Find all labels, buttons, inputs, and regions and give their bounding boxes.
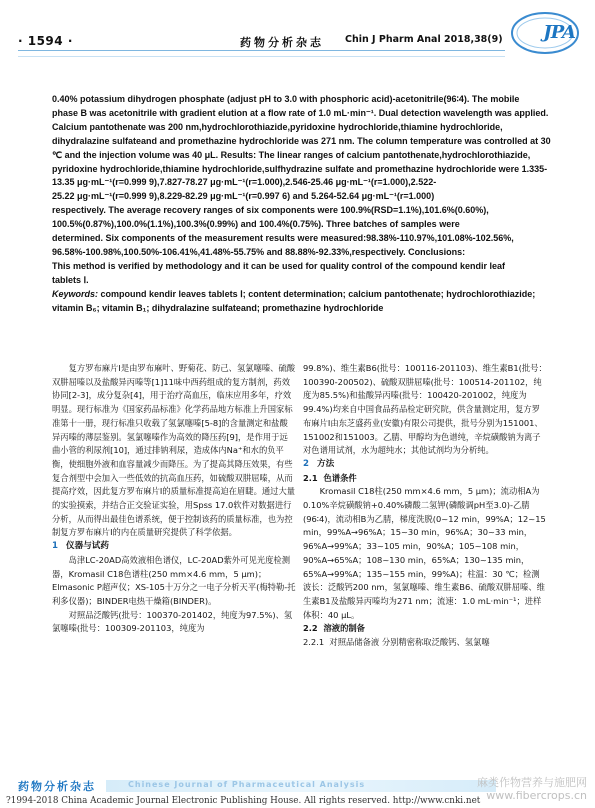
watermark bbox=[477, 776, 587, 802]
right-column bbox=[303, 362, 547, 650]
abstract-line: This method is verified by methodology and it can be used for quality control of the compound kendir leaf bbox=[52, 260, 506, 271]
keywords-line-2: vitamin B₆; vitamin B₁; dihydralazine sulfateand; promethazine hydrochloride bbox=[52, 302, 384, 313]
journal-title: 药物分析杂志 bbox=[240, 36, 324, 49]
abstract-line: pyridoxine hydrochloride,thiamine hydrochloride,sulfhydrazine sulfate and promethazine hydrochloride were 1.335- bbox=[52, 163, 548, 174]
watermark-url: www.fibercrops.cn bbox=[486, 789, 587, 802]
section-title: 方法 bbox=[316, 458, 335, 469]
subsection-title: 色谱条件 bbox=[323, 472, 357, 483]
footer-journal-cn: 药物分析杂志 bbox=[18, 780, 96, 793]
keywords-text: compound kendir leaves tablets Ⅰ; content determination; calcium pantothenate; hydrochlorothiazide; bbox=[100, 288, 536, 299]
chromatography-conditions: Kromasil C18柱(250 mm×4.6 mm，5 μm)；流动相A为0.10%辛烷磺酸钠+0.40%磷酸二氢钾(磷酸调pH至3.0)-乙腈(96∶4)，流动相B为乙腈，梯度洗脱(0~12 min，99%A；12~15 min，99%A→96%A；15~30 min，96%A；30~33 min，96%A→99%A；33~105 min，90%A；105~108 min，90%A→65%A；108~130 min，65%A；130~135 min，65%A→99%A；135~155 min，99%A)；柱温：30 ℃；检测波长：泛酸钙200 nm，氢氯噻嗪、维生素B6、硫酸双肼屈嗪、维生素B1及盐酸异丙嗪均为271 nm；流速：1.0 mL·min⁻¹；进样体积：40 μL。 bbox=[303, 486, 546, 620]
abstract-line: phase B was acetonitrile with gradient elution at a flow rate of 1.0 mL·min⁻¹. Dual detection wavelength was applied. bbox=[52, 107, 549, 118]
keywords-label: Keywords: bbox=[52, 288, 99, 299]
abstract-line: 25.22 μg·mL⁻¹(r=0.999 9),8.229-82.29 μg·mL⁻¹(r=0.997 6) and 5.264-52.64 μg·mL⁻¹(r=1.000) bbox=[52, 191, 435, 202]
copyright-line: ?1994-2018 China Academic Journal Electronic Publishing House. All rights reserved. http://www.cnki.net bbox=[6, 796, 481, 806]
abstract-line: respectively. The average recovery ranges of six components were 100.9%(RSD=1.1%),101.6%(0.60%), bbox=[52, 205, 489, 216]
section-number: 1 bbox=[52, 541, 58, 552]
abstract-line: dihydralazine sulfateand and promethazine hydrochloride was 271 nm. The column temperature was controlled at 30 bbox=[52, 135, 551, 146]
reagents-paragraph: 对照品泛酸钙(批号：100370-201402，纯度为97.5%)、氢氯噻嗪(批号：100309-201103，纯度为 bbox=[52, 609, 293, 634]
abstract-line: determined. Six components of the measurement results were measured:98.38%-110.97%,101.08%-102.56%, bbox=[52, 233, 514, 244]
watermark-line: 麻类作物营养与施肥网 bbox=[477, 776, 587, 789]
page-number: · 1594 · bbox=[18, 34, 73, 48]
subsection-title: 溶液的制备 bbox=[323, 623, 365, 634]
journal-logo-text: JPA bbox=[543, 22, 575, 43]
section-title: 仪器与试药 bbox=[65, 541, 109, 552]
section-heading bbox=[52, 540, 296, 554]
abstract-line: 13.35 μg·mL⁻¹(r=0.999 9),7.827-78.27 μg·mL⁻¹(r=1.000),2.546-25.46 μg·mL⁻¹(r=1.000),2.522- bbox=[52, 177, 437, 188]
header-rule bbox=[18, 50, 505, 51]
subsection-number: 2.1 bbox=[303, 472, 318, 483]
instruments-paragraph: 岛津LC-20AD高效液相色谱仪，LC-20AD紫外可见光度检测器，Kromasil C18色谱柱(250 mm×4.6 mm，5 μm)；Elmasonic P超声仪；XS-105十万分之一电子分析天平(梅特勒-托利多仪器)；BINDER电热干燥箱(BINDER)。 bbox=[52, 554, 296, 606]
footer-journal-en: Chinese Journal of Pharmaceutical Analysis bbox=[128, 780, 366, 789]
subsection-text: 对照品储备液 分别精密称取泛酸钙、氢氯噻 bbox=[329, 637, 490, 648]
subsection-number: 2.2 bbox=[303, 623, 318, 634]
abstract-line: tablets Ⅰ. bbox=[52, 274, 89, 285]
subsection-number: 2.2.1 bbox=[303, 637, 325, 648]
journal-citation: Chin J Pharm Anal 2018,38(9) bbox=[345, 34, 503, 45]
keywords-line bbox=[52, 288, 564, 302]
page-header bbox=[0, 0, 595, 70]
subsection-heading bbox=[303, 472, 547, 486]
section-number: 2 bbox=[303, 458, 309, 469]
abstract-line: 100.5%(0.87%),100.0%(1.1%),100.3%(0.99%) and 100.4%(0.75%). Three batches of samples were bbox=[52, 219, 460, 230]
english-abstract bbox=[52, 93, 564, 336]
left-column bbox=[52, 362, 296, 636]
header-rule-light bbox=[18, 56, 505, 57]
abstract-line: 96.58%-100.98%,100.50%-106.41%,41.48%-55.75% and 88.88%-92.33%,respectively. Conclusions: bbox=[52, 246, 466, 257]
reagents-continued: 99.8%)、维生素B6(批号：100116-201103)、维生素B1(批号：100390-200502)、硫酸双肼屈嗪(批号：100514-201102，纯度为85.5%)和盐酸异丙嗪(批号：100420-201002，纯度为99.4%)均来自中国食品药品检定研究院，供含量测定用，复方罗布麻片Ⅰ由东芝盛药业(安徽)有限公司提供，批号分别为151001、151002和151003。乙腈、甲醇均为色谱纯，辛烷磺酸钠为离子对色谱用试剂，水为超纯水；其他试剂均为分析纯。 bbox=[303, 363, 547, 456]
section-heading bbox=[303, 458, 547, 472]
abstract-line: Calcium pantothenate was 200 nm,hydrochlorothiazide,pyridoxine hydrochloride,thiamine hydrochloride, bbox=[52, 121, 503, 132]
subsection-paragraph bbox=[303, 636, 547, 650]
subsection-heading bbox=[303, 622, 547, 636]
abstract-line: ℃ and the injection volume was 40 μL. Results: The linear ranges of calcium pantothenate,hydrochlorothiazide, bbox=[52, 149, 531, 160]
abstract-line: 0.40% potassium dihydrogen phosphate (adjust pH to 3.0 with phosphoric acid)-acetonitrile(96∶4). The mobile bbox=[52, 94, 520, 104]
intro-paragraph: 复方罗布麻片Ⅰ是由罗布麻叶、野菊花、防己、氢氯噻嗪、硫酸双肼屈嗪以及盐酸异丙嗪等[1]11味中西药组成的复方制剂，药效协同[2-3]，成分复杂[4]，用于治疗高血压，临床应用多年，疗效明显。现行标准为《国家药品标准》化学药品地方标准上升国家标准第十一册，现行标准只收载了氢氯噻嗪[5-8]的含量测定和盐酸异丙嗪的薄层鉴别。氢氯噻嗪作为高效的降压药[9]，是作用于远曲小管的利尿剂[10]，通过排钠利尿，造成体内Na⁺和水的负平衡，使细胞外液和血容量减少而降压。为了提高其降压效果，有些复合剂型中会加入一些低效的抗高血压药，如硫酸双肼屈嗪，从而提高疗效，因此复方罗布麻片Ⅰ的质量标准提高迫在眉睫。通过大量的实验摸索，并结合正交验证实验，用Spss 17.0软件对数据进行分析，从而得出最佳色谱系统，便于控制该药的质量标准，也为控制复方罗布麻片Ⅰ的内在质量研究提供了科学依据。 bbox=[52, 363, 296, 538]
